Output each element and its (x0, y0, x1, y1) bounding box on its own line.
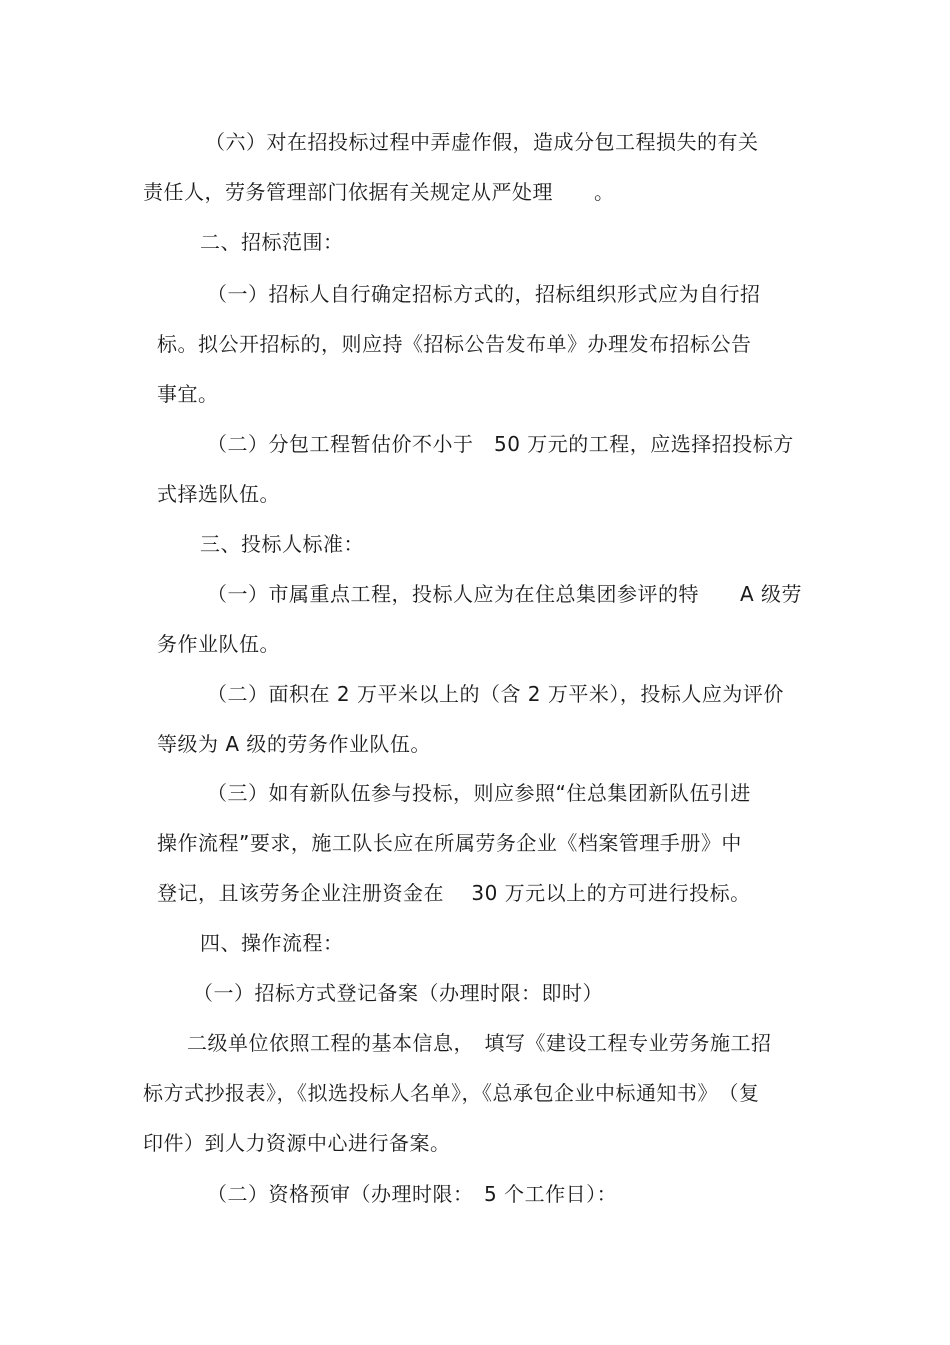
section-heading: 三、投标人标准： (200, 532, 364, 556)
paragraph-line: 等级为 A 级的劳务作业队伍。 (157, 732, 431, 756)
paragraph-line: （一）招标方式登记备案（办理时限：即时） (193, 981, 603, 1005)
paragraph-line: 责任人，劳务管理部门依据有关规定从严处理 。 (143, 180, 615, 204)
paragraph-line: 事宜。 (157, 382, 219, 406)
section-heading: 二、招标范围： (200, 230, 344, 254)
section-heading: 四、操作流程： (200, 931, 344, 955)
paragraph-line: 操作流程”要求，施工队长应在所属劳务企业《档案管理手册》中 (157, 831, 742, 855)
paragraph-line: 登记，且该劳务企业注册资金在 30 万元以上的方可进行投标。 (157, 881, 751, 905)
paragraph-line: 务作业队伍。 (157, 632, 280, 656)
paragraph-line: （三）如有新队伍参与投标，则应参照“住总集团新队伍引进 (207, 781, 751, 805)
paragraph-line: 式择选队伍。 (157, 482, 280, 506)
paragraph-line: （二）分包工程暂估价不小于 50 万元的工程，应选择招投标方 (207, 432, 794, 456)
paragraph-line: 二级单位依照工程的基本信息， 填写《建设工程专业劳务施工招 (187, 1031, 772, 1055)
paragraph-line: 标方式抄报表》，《拟选投标人名单》，《总承包企业中标通知书》 （复 (143, 1081, 760, 1105)
paragraph-line: （二）资格预审（办理时限： 5 个工作日）： (207, 1182, 618, 1206)
paragraph-line: （六）对在招投标过程中弄虚作假，造成分包工程损失的有关 (205, 130, 759, 154)
paragraph-line: （二）面积在 2 万平米以上的（含 2 万平米），投标人应为评价 (207, 682, 784, 706)
paragraph-line: 印件）到人力资源中心进行备案。 (143, 1131, 451, 1155)
paragraph-line: 标。拟公开招标的，则应持《招标公告发布单》办理发布招标公告 (157, 332, 752, 356)
paragraph-line: （一）招标人自行确定招标方式的，招标组织形式应为自行招 (207, 282, 761, 306)
paragraph-line: （一）市属重点工程，投标人应为在住总集团参评的特 A 级劳 (207, 582, 803, 606)
